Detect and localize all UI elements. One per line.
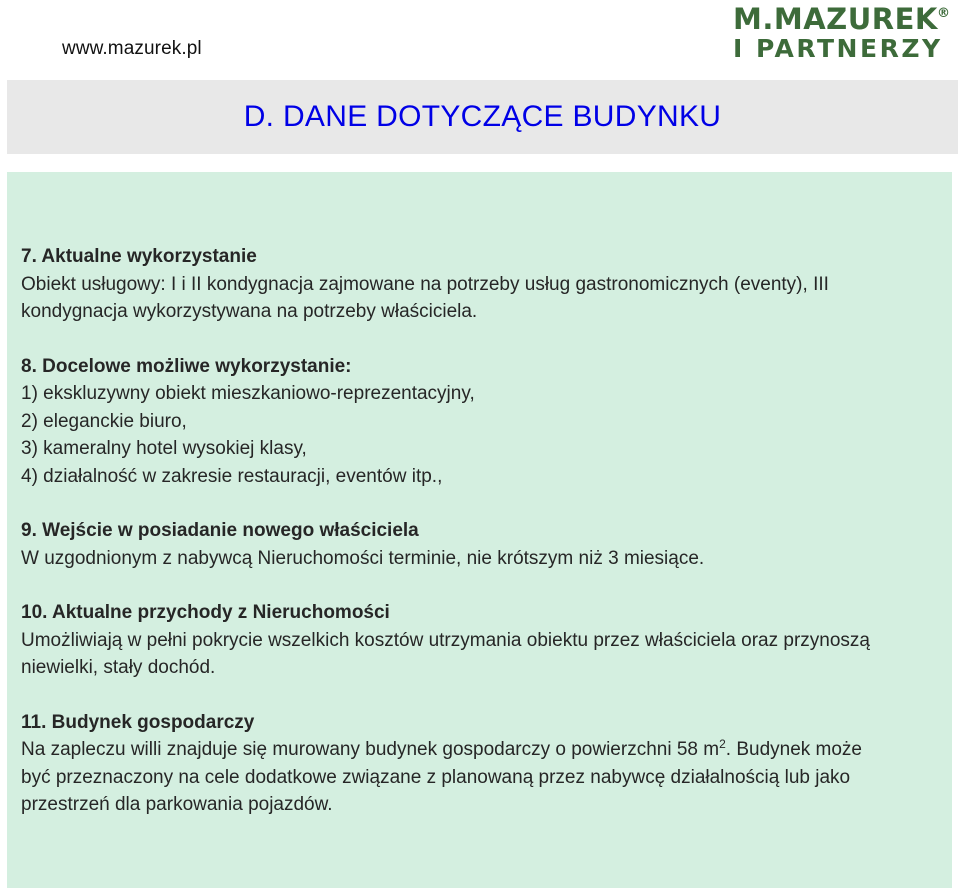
- logo-text-line2: I PARTNERZY: [733, 34, 943, 63]
- section-heading: 11. Budynek gospodarczy: [21, 711, 255, 733]
- section-current-use: [21, 243, 946, 326]
- paragraph-line: Umożliwiają w pełni pokrycie wszelkich kosztów utrzymania obiektu przez właściciela oraz przynoszą: [21, 629, 870, 651]
- list-item: 2) eleganckie biuro,: [21, 410, 187, 432]
- paragraph-line: [21, 736, 946, 764]
- superscript-2: 2: [719, 737, 726, 751]
- section-heading: 10. Aktualne przychody z Nieruchomości: [21, 602, 390, 623]
- area-text-continued: . Budynek może: [725, 739, 863, 760]
- content-body: [21, 243, 946, 819]
- list-item: 1) ekskluzywny obiekt mieszkaniowo-reprezentacyjny,: [21, 383, 475, 404]
- paragraph-line: W uzgodnionym z nabywcą Nieruchomości terminie, nie krótszym niż 3 miesiące.: [21, 547, 705, 569]
- section-heading: 8. Docelowe możliwe wykorzystanie:: [21, 355, 352, 377]
- section-target-use: [21, 353, 946, 491]
- area-text: Na zapleczu willi znajduje się murowany budynek gospodarczy o powierzchni 58 m: [21, 739, 720, 760]
- section-heading: 9. Wejście w posiadanie nowego właściciela: [21, 520, 419, 541]
- site-url[interactable]: www.mazurek.pl: [62, 38, 202, 59]
- list-item: 4) działalność w zakresie restauracji, eventów itp.,: [21, 465, 443, 487]
- list-item: 3) kameralny hotel wysokiej klasy,: [21, 438, 307, 459]
- title-band: [7, 80, 958, 154]
- paragraph-line: kondygnacja wykorzystywana na potrzeby właściciela.: [21, 301, 478, 322]
- section-outbuilding: [21, 709, 946, 819]
- page-title: D. DANE DOTYCZĄCE BUDYNKU: [243, 100, 722, 133]
- paragraph-line: przestrzeń dla parkowania pojazdów.: [21, 794, 333, 815]
- section-heading: 7. Aktualne wykorzystanie: [21, 246, 257, 267]
- section-income: [21, 599, 946, 682]
- paragraph-line: być przeznaczony na cele dodatkowe związane z planowaną przez nabywcę działalnością lub jako: [21, 766, 851, 788]
- registered-mark: ®: [937, 6, 950, 21]
- paragraph-line: Obiekt usługowy: I i II kondygnacja zajmowane na potrzeby usług gastronomicznych (eventy), III: [21, 273, 829, 295]
- company-logo: [733, 4, 955, 64]
- logo-text-line1: M.MAZUREK: [733, 2, 938, 36]
- paragraph-line: niewielki, stały dochód.: [21, 657, 216, 678]
- section-possession: [21, 517, 946, 572]
